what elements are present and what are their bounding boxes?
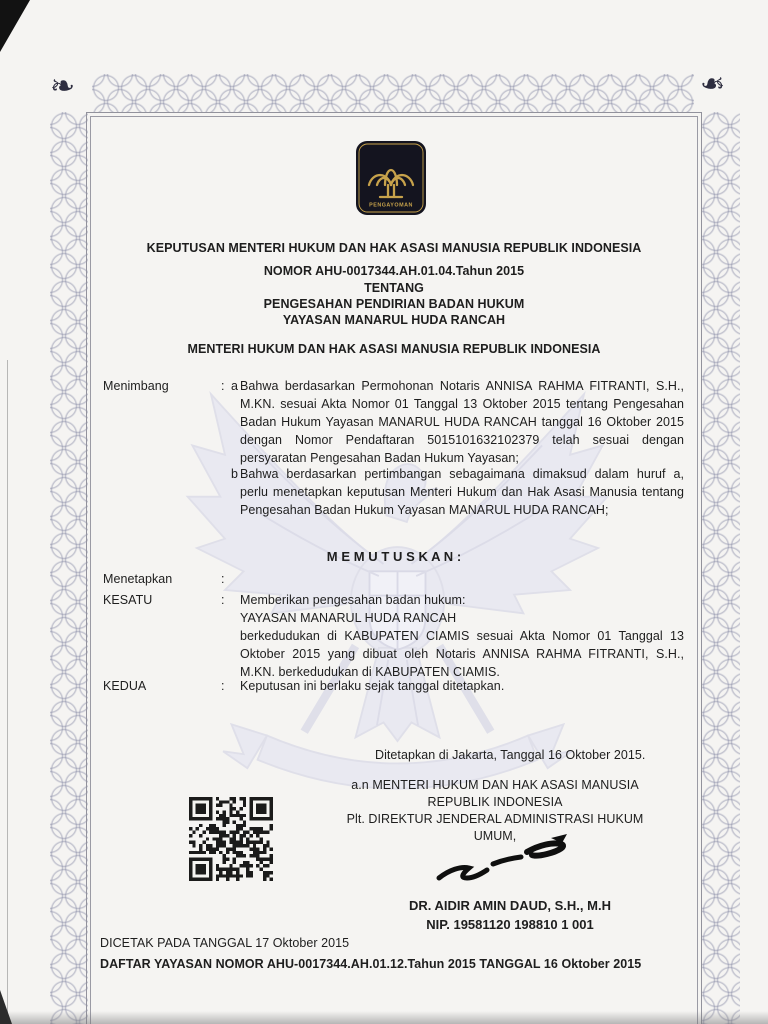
kedua-text: Keputusan ini berlaku sejak tanggal ditetapkan. [240,679,505,693]
qr-code [189,797,273,881]
decree-subject-line1: PENGESAHAN PENDIRIAN BADAN HUKUM [263,297,525,311]
kesatu-line2: YAYASAN MANARUL HUDA RANCAH [240,611,457,625]
menimbang-label: Menimbang [103,379,169,393]
menimbang-item-b-text: Bahwa berdasarkan pertimbangan sebagaimana dimaksud dalam huruf a, perlu menetapkan keputusan Menteri Hukum dan Hak Asasi Manusia tentang Pengesahan Badan Hukum Yayasan MANARUL HUDA RANCAH; [240,467,684,517]
logo-caption: PENGAYOMAN [369,202,413,209]
menimbang-item-b-marker: b [231,467,239,481]
decree-subject-line2: YAYASAN MANARUL HUDA RANCAH [282,313,506,327]
menetapkan-label: Menetapkan [103,572,173,586]
fleuron-icon: ❧ [700,67,726,102]
kesatu-colon: : [221,593,225,607]
handwritten-signature-icon [425,828,575,890]
kedua-label: KEDUA [103,679,147,693]
decree-number: NOMOR AHU-0017344.AH.01.04.Tahun 2015 [263,264,525,278]
border-pattern-left [50,112,88,1024]
signer-identity [395,897,625,934]
issuing-authority: MENTERI HUKUM DAN HAK ASASI MANUSIA REPUBLIK INDONESIA [187,342,601,356]
kesatu-text [240,591,684,681]
kesatu-label: KESATU [103,593,153,607]
footer-printed-date: DICETAK PADA TANGGAL 17 Oktober 2015 [100,936,350,950]
fleuron-icon: ❧ [50,69,76,104]
signatory-line3: Plt. DIREKTUR JENDERAL ADMINISTRASI HUKUM UMUM, [346,812,644,843]
signer-nip: NIP. 19581120 198810 1 001 [426,916,594,932]
scan-artifact-bottom-left [0,990,12,1024]
pengayoman-logo-icon [354,139,428,217]
scan-artifact-left-edge [7,360,8,1024]
signer-name: DR. AIDIR AMIN DAUD, S.H., M.H [409,898,611,913]
kedua-colon: : [221,679,225,693]
menetapkan-colon: : [221,572,225,586]
menimbang-colon: : [221,379,225,393]
menimbang-item-a-text: Bahwa berdasarkan Permohonan Notaris ANNISA RAHMA FITRANTI, S.H., M.KN. sesuai Akta Nomor 01 Tanggal 13 Oktober 2015 tentang Pengesahan Badan Hukum Yayasan MANARUL HUDA RANCAH tanggal 16 Oktober 2015 dengan Nomor Pendaftaran 5015101632102379 telah sesuai dengan persyaratan Pengesahan Badan Hukum Yayasan; [240,379,684,465]
signatory-line2: REPUBLIK INDONESIA [427,795,563,809]
kesatu-line1: Memberikan pengesahan badan hukum: [240,593,466,607]
menimbang-item-a-marker: a [231,379,239,393]
place-date-line: Ditetapkan di Jakarta, Tanggal 16 Oktober 2015. [375,748,646,762]
signatory-line1: a.n MENTERI HUKUM DAN HAK ASASI MANUSIA [351,778,639,792]
memutuskan-heading: M E M U T U S K A N : [326,549,462,564]
scan-artifact-top-left [0,0,30,52]
scan-artifact-bottom-shade [0,1011,768,1024]
border-pattern-right [702,112,740,1024]
border-pattern-top [92,74,694,112]
footer-register-number: DAFTAR YAYASAN NOMOR AHU-0017344.AH.01.12.Tahun 2015 TANGGAL 16 Oktober 2015 [100,957,642,971]
decree-title-line1: KEPUTUSAN MENTERI HUKUM DAN HAK ASASI MANUSIA REPUBLIK INDONESIA [146,241,642,255]
kesatu-line3: berkedudukan di KABUPATEN CIAMIS sesuai Akta Nomor 01 Tanggal 13 Oktober 2015 yang dibuat oleh Notaris ANNISA RAHMA FITRANTI, S.H., M.KN. berkedudukan di KABUPATEN CIAMIS. [240,629,684,679]
decree-tentang: TENTANG [364,281,424,295]
